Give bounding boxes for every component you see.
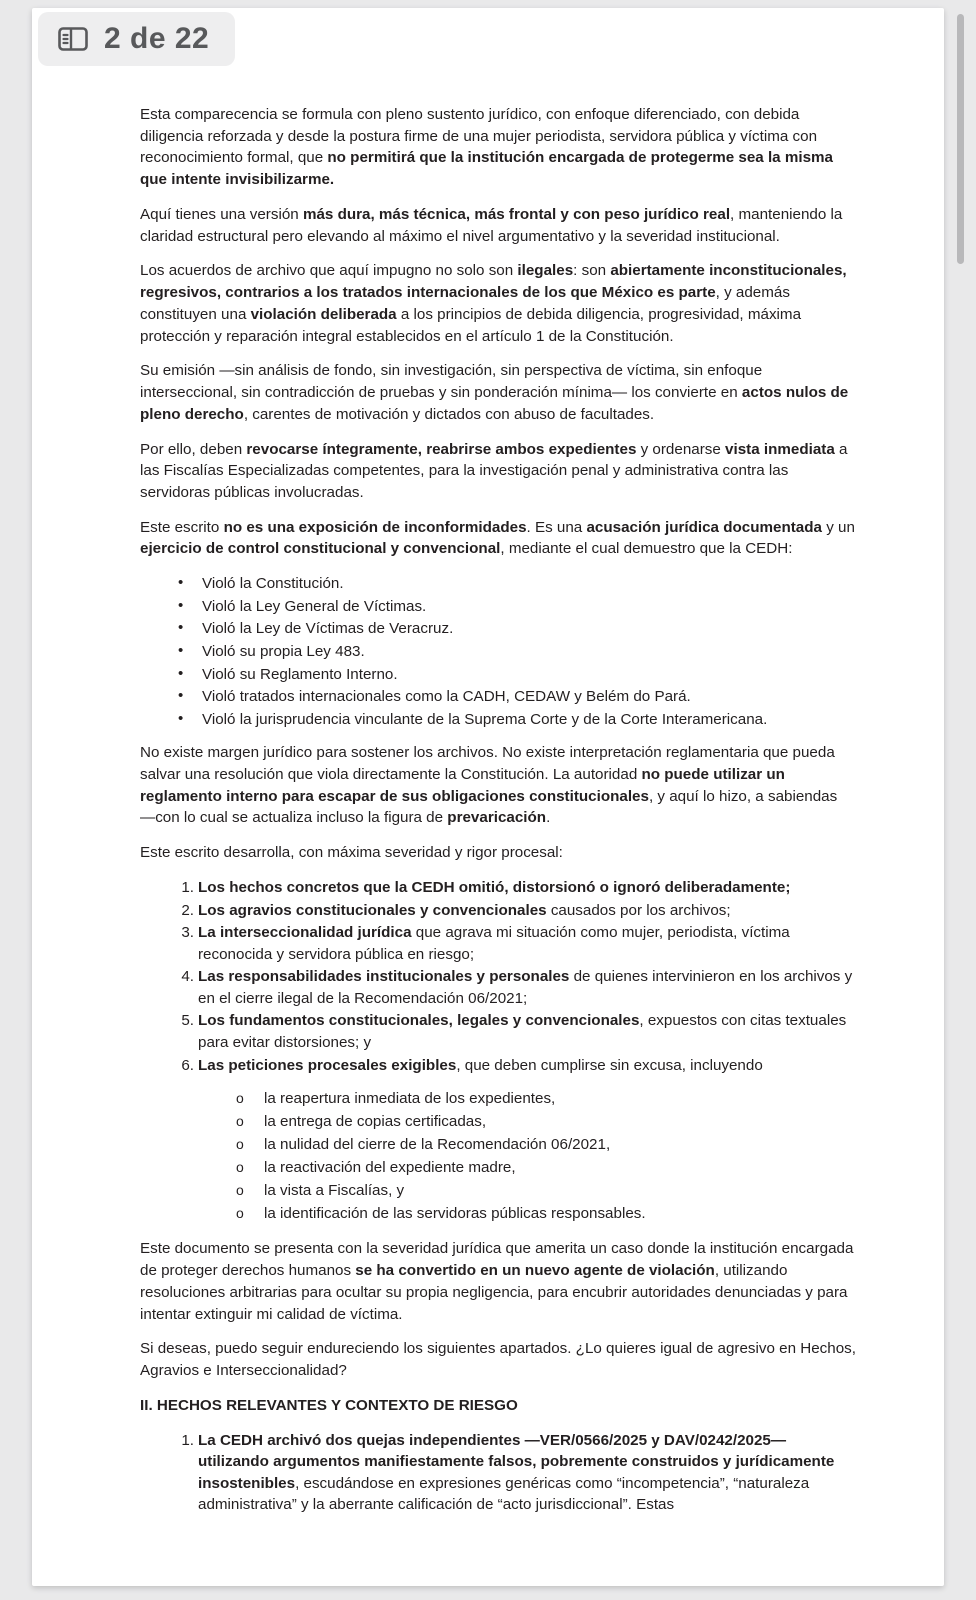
body-text: , mediante el cual demuestro que la CEDH: — [500, 540, 793, 558]
body-text: Por ello, deben — [140, 440, 247, 458]
list-item — [198, 1430, 856, 1516]
section-heading-ii: II. HECHOS RELEVANTES Y CONTEXTO DE RIESGO — [140, 1396, 518, 1414]
emphasis-text: Los hechos concretos que la CEDH omitió, distorsionó o ignoró deliberadamente; — [198, 878, 791, 896]
list-item — [198, 922, 856, 965]
list-item: o la reactivación del expediente madre, — [264, 1157, 856, 1179]
body-text: Si deseas, puedo seguir endureciendo los siguientes apartados. ¿Lo quieres igual de agresivo en Hechos, Agravios e Interseccionalidad? — [140, 1340, 856, 1380]
body-text: Los acuerdos de archivo que aquí impugno no solo son — [140, 262, 518, 280]
emphasis-text: ejercicio de control constitucional y convencional — [140, 540, 501, 558]
emphasis-text: Los agravios constitucionales y convencionales — [198, 901, 547, 919]
page-indicator-badge[interactable] — [38, 12, 235, 66]
emphasis-text: Los fundamentos constitucionales, legales y convencionales — [198, 1012, 640, 1030]
body-text: Este escrito — [140, 518, 224, 536]
body-text: , que deben cumplirse sin excusa, incluyendo — [456, 1056, 763, 1074]
paragraph-9 — [140, 1238, 856, 1325]
list-item — [198, 966, 856, 1009]
emphasis-text: abiertamente inconstitucionales, regresivos, contrarios a los tratados internacionales de los que México es parte — [140, 262, 847, 302]
emphasis-text: no permitirá que la institución encargada de protegerme sea la misma que intente invisibilizarme. — [140, 149, 833, 189]
paragraph-2 — [140, 204, 856, 247]
paragraph-6 — [140, 517, 856, 560]
emphasis-text: ilegales — [517, 262, 574, 280]
section-numbered-list — [140, 1430, 856, 1516]
emphasis-text: acusación jurídica documentada — [586, 518, 822, 536]
body-text: a los principios de debida diligencia, progresividad, máxima protección y reparación integral establecidos en el artículo 1 de la Constitución. — [140, 305, 802, 345]
list-item: o la reapertura inmediata de los expedientes, — [264, 1088, 856, 1110]
violations-list — [140, 573, 856, 730]
emphasis-text: no puede utilizar un reglamento interno para escapar de sus obligaciones constitucionales — [140, 766, 785, 805]
list-item — [198, 900, 856, 922]
body-text: , escudándose en expresiones genéricas como “incompetencia”, “naturaleza administrativa” y la aberrante calificación de “acto jurisdiccional”. Estas — [198, 1474, 810, 1514]
list-item: • Violó la Constitución. — [202, 573, 856, 595]
body-text: Este escrito desarrolla, con máxima severidad y rigor procesal: — [140, 844, 563, 862]
list-item — [198, 1010, 856, 1053]
body-text: y ordenarse — [636, 440, 726, 458]
list-item: • Violó tratados internacionales como la CADH, CEDAW y Belém do Pará. — [202, 686, 856, 708]
paragraph-8 — [140, 842, 856, 864]
body-text: , carentes de motivación y dictados con abuso de facultades. — [243, 405, 655, 423]
body-text: . — [546, 809, 551, 827]
list-item: o la vista a Fiscalías, y — [264, 1180, 856, 1202]
body-text: de quienes intervinieron en los archivos y en el cierre ilegal de la Recomendación 06/2021; — [198, 968, 853, 1007]
emphasis-text: más dura, más técnica, más frontal y con peso jurídico real — [302, 205, 731, 223]
emphasis-text: actos nulos de pleno derecho — [140, 384, 849, 423]
emphasis-text: La CEDH archivó dos quejas independientes —VER/0566/2025 y DAV/0242/2025— utilizando argumentos manifiestamente falsos, pobremente construidos y jurídicamente insostenibles — [198, 1431, 835, 1492]
emphasis-text: revocarse íntegramente, reabrirse ambos expedientes — [246, 440, 637, 458]
paragraph-4 — [140, 360, 856, 425]
emphasis-text: se ha convertido en un nuevo agente de violación — [355, 1262, 715, 1280]
body-text: Aquí tienes una versión — [140, 205, 303, 223]
paragraph-3 — [140, 260, 856, 347]
list-item: • Violó su propia Ley 483. — [202, 641, 856, 663]
emphasis-text: La interseccionalidad jurídica — [198, 924, 412, 942]
emphasis-text: no es una exposición de inconformidades — [223, 518, 527, 536]
development-numbered-list — [140, 877, 856, 1076]
list-item: • Violó su Reglamento Interno. — [202, 664, 856, 686]
list-item: o la entrega de copias certificadas, — [264, 1111, 856, 1133]
body-text: a las Fiscalías Especializadas competentes, para la investigación penal y administrativa contra las servidoras públicas involucradas. — [140, 440, 848, 502]
body-text: , y además constituyen una — [140, 284, 790, 323]
procedural-requests-sublist — [140, 1088, 856, 1224]
page-indicator-label: 2 de 22 — [104, 22, 210, 55]
body-text: . Es una — [526, 518, 587, 536]
body-text: y un — [821, 518, 855, 536]
list-item: • Violó la Ley de Víctimas de Veracruz. — [202, 618, 856, 640]
body-text: Este documento se presenta con la severidad jurídica que amerita un caso donde la institución encargada de proteger derechos humanos — [140, 1240, 854, 1280]
body-text: que agrava mi situación como mujer, periodista, víctima reconocida y servidora pública en riesgo; — [198, 924, 790, 963]
list-item: o la nulidad del cierre de la Recomendación 06/2021, — [264, 1134, 856, 1156]
emphasis-text: Las responsabilidades institucionales y personales — [198, 968, 570, 986]
list-item: • Violó la jurisprudencia vinculante de la Suprema Corte y de la Corte Interamericana. — [202, 709, 856, 731]
list-item: o la identificación de las servidoras públicas responsables. — [264, 1203, 856, 1225]
body-text: , manteniendo la claridad estructural pero elevando al máximo el nivel argumentativo y la severidad institucional. — [140, 205, 843, 245]
body-text: Su emisión —sin análisis de fondo, sin investigación, sin perspectiva de víctima, sin enfoque interseccional, sin contradicción de pruebas y sin ponderación mínima— los convierte en — [140, 362, 763, 402]
body-text: , expuestos con citas textuales para evitar distorsiones; y — [198, 1012, 847, 1051]
paragraph-7 — [140, 742, 856, 829]
paragraph-10 — [140, 1338, 856, 1381]
body-text: : son — [573, 262, 611, 280]
body-text: Esta comparecencia se formula con pleno sustento jurídico, con enfoque diferenciado, con debida diligencia reforzada y desde la postura firme de una mujer periodista, servidora pública y víctima con reconocimiento formal, que — [140, 106, 818, 167]
document-page-icon — [56, 22, 90, 56]
body-text: , utilizando resoluciones arbitrarias para ocultar su propia negligencia, para encubrir autoridades denunciadas y para intentar extinguir mi calidad de víctima. — [140, 1262, 848, 1323]
body-text: , y aquí lo hizo, a sabiendas —con lo cual se actualiza incluso la figura de — [140, 787, 838, 827]
body-text: No existe margen jurídico para sostener los archivos. No existe interpretación reglamentaria que pueda salvar una resolución que viola directamente la Constitución. La autoridad — [140, 744, 835, 783]
list-item: • Violó la Ley General de Víctimas. — [202, 596, 856, 618]
list-item — [198, 1055, 856, 1077]
paragraph-1 — [140, 104, 856, 191]
scrollbar-track[interactable] — [962, 0, 970, 1600]
emphasis-text: Las peticiones procesales exigibles — [198, 1056, 457, 1074]
emphasis-text: violación deliberada — [250, 305, 397, 323]
paragraph-5 — [140, 439, 856, 504]
list-item — [198, 877, 856, 899]
document-text-body — [140, 104, 856, 1528]
body-text: causados por los archivos; — [546, 901, 731, 919]
scrollbar-thumb[interactable] — [957, 14, 964, 264]
document-page — [32, 8, 944, 1586]
emphasis-text: prevaricación — [447, 809, 547, 827]
emphasis-text: vista inmediata — [725, 440, 835, 458]
